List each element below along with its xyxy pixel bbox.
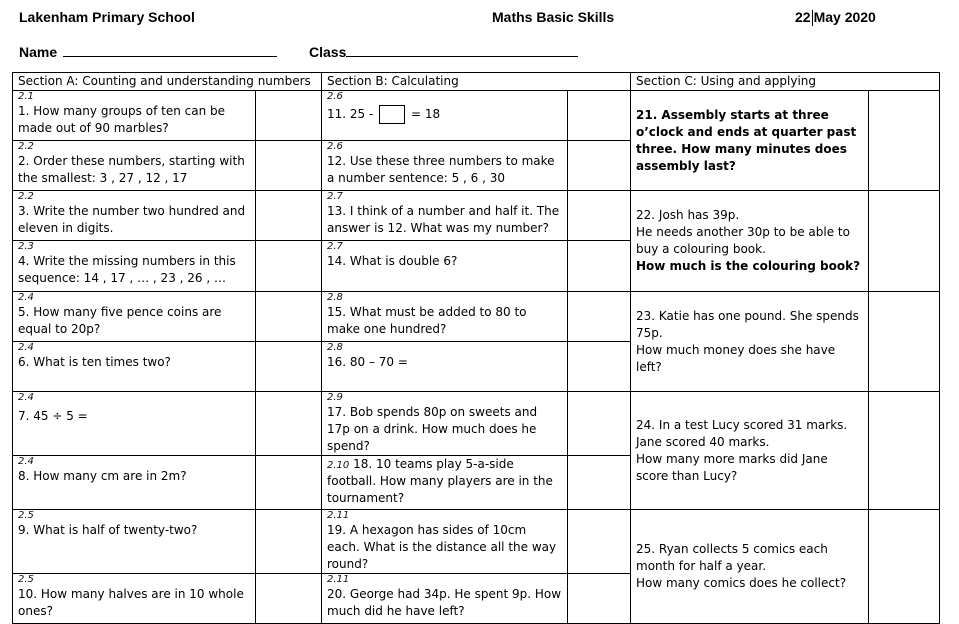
question-b15 xyxy=(322,292,568,342)
answer-box-b15[interactable] xyxy=(568,292,631,342)
curriculum-code: 2.1 xyxy=(18,91,34,102)
question-c23 xyxy=(631,292,869,392)
curriculum-code: 2.4 xyxy=(18,292,34,303)
question-text: How many comics does he collect? xyxy=(636,576,847,590)
section-b-header: Section B: Calculating xyxy=(322,73,631,91)
question-b20 xyxy=(322,574,568,624)
question-a6 xyxy=(13,342,256,392)
question-c24 xyxy=(631,392,869,510)
name-label: Name xyxy=(19,44,58,60)
question-a3 xyxy=(13,191,256,241)
question-text: 13. I think of a number and half it. The answer is 12. What was my number? xyxy=(327,204,560,235)
question-text: 11. 25 - xyxy=(327,107,374,121)
curriculum-code: 2.11 xyxy=(327,574,350,585)
question-text: 12. Use these three numbers to make a number sentence: 5 , 6 , 30 xyxy=(327,154,555,185)
curriculum-code: 2.11 xyxy=(327,510,350,521)
curriculum-code: 2.7 xyxy=(327,191,343,202)
question-text: Jane scored 40 marks. xyxy=(636,434,770,449)
answer-box-b19[interactable] xyxy=(568,510,631,574)
curriculum-code: 2.8 xyxy=(327,342,343,353)
answer-box-b20[interactable] xyxy=(568,574,631,624)
question-text: 15. What must be added to 80 to make one hundred? xyxy=(327,305,527,336)
question-a7 xyxy=(13,392,256,456)
question-a9 xyxy=(13,510,256,574)
question-text: 23. Katie has one pound. She spends 75p. xyxy=(636,308,859,340)
question-text: 22. Josh has 39p. xyxy=(636,208,740,222)
worksheet-title: Maths Basic Skills xyxy=(492,9,615,25)
question-text: 19. A hexagon has sides of 10cm each. What is the distance all the way round? xyxy=(327,523,557,571)
answer-box-b16[interactable] xyxy=(568,342,631,392)
question-text: How much is the colouring book? xyxy=(636,259,861,273)
name-field[interactable] xyxy=(19,42,277,60)
question-text: He needs another 30p to be able to buy a colouring book. xyxy=(636,225,850,256)
question-b19 xyxy=(322,510,568,574)
question-text: How much money does she have left? xyxy=(636,342,836,374)
missing-number-box[interactable] xyxy=(379,105,405,124)
question-text: 10. How many halves are in 10 whole ones? xyxy=(18,587,244,618)
section-a-header: Section A: Counting and understanding numbers xyxy=(13,73,322,91)
curriculum-code: 2.2 xyxy=(18,141,34,152)
question-text: 1. How many groups of ten can be made out of 90 marbles? xyxy=(18,104,225,135)
question-c21: 21. Assembly starts at three o’clock and ends at quarter past three. How many minutes does assembly last? xyxy=(631,91,869,191)
answer-box-a4[interactable] xyxy=(256,241,322,292)
date-rest: May 2020 xyxy=(813,9,876,25)
section-c-header: Section C: Using and applying xyxy=(631,73,940,91)
question-text: 7. 45 ÷ 5 = xyxy=(18,409,88,423)
date-day: 22 xyxy=(795,9,811,25)
question-text: 24. In a test Lucy scored 31 marks. xyxy=(636,417,848,432)
answer-box-b13[interactable] xyxy=(568,191,631,241)
question-text: 9. What is half of twenty-two? xyxy=(18,523,198,537)
question-b14 xyxy=(322,241,568,292)
answer-box-c21[interactable] xyxy=(869,91,940,191)
question-text: How many more marks did Jane score than Lucy? xyxy=(636,451,828,483)
answer-box-a1[interactable] xyxy=(256,91,322,141)
answer-box-c25[interactable] xyxy=(869,510,940,624)
question-text: 8. How many cm are in 2m? xyxy=(18,469,187,483)
question-text: 5. How many five pence coins are equal to 20p? xyxy=(18,305,222,336)
question-a1 xyxy=(13,91,256,141)
answer-box-c24[interactable] xyxy=(869,392,940,510)
answer-box-a5[interactable] xyxy=(256,292,322,342)
questions-table xyxy=(12,72,940,624)
question-b13 xyxy=(322,191,568,241)
question-text: 4. Write the missing numbers in this sequence: 14 , 17 , … , 23 , 26 , … xyxy=(18,254,236,285)
answer-box-a8[interactable] xyxy=(256,456,322,510)
answer-box-b17[interactable] xyxy=(568,392,631,456)
curriculum-code: 2.8 xyxy=(327,292,343,303)
curriculum-code: 2.5 xyxy=(18,574,34,585)
question-a10 xyxy=(13,574,256,624)
class-label: Class xyxy=(309,44,347,60)
answer-box-c22[interactable] xyxy=(869,191,940,292)
answer-box-a10[interactable] xyxy=(256,574,322,624)
question-a4 xyxy=(13,241,256,292)
question-b17 xyxy=(322,392,568,456)
question-b16 xyxy=(322,342,568,392)
answer-box-a3[interactable] xyxy=(256,191,322,241)
curriculum-code: 2.10 xyxy=(327,460,350,471)
question-text: 20. George had 34p. He spent 9p. How much did he have left? xyxy=(327,587,562,618)
curriculum-code: 2.7 xyxy=(327,241,343,252)
school-name: Lakenham Primary School xyxy=(19,9,195,25)
answer-box-a2[interactable] xyxy=(256,141,322,191)
curriculum-code: 2.6 xyxy=(327,141,343,152)
answer-box-b14[interactable] xyxy=(568,241,631,292)
answer-box-b18[interactable] xyxy=(568,456,631,510)
question-b11 xyxy=(322,91,568,141)
question-text: 14. What is double 6? xyxy=(327,254,458,268)
question-a2 xyxy=(13,141,256,191)
question-a8 xyxy=(13,456,256,510)
answer-box-b11[interactable] xyxy=(568,91,631,141)
question-a5 xyxy=(13,292,256,342)
question-text: 6. What is ten times two? xyxy=(18,355,171,369)
answer-box-c23[interactable] xyxy=(869,292,940,392)
question-c22 xyxy=(631,191,869,292)
question-b12 xyxy=(322,141,568,191)
curriculum-code: 2.6 xyxy=(327,91,343,102)
answer-box-a7[interactable] xyxy=(256,392,322,456)
curriculum-code: 2.3 xyxy=(18,241,34,252)
question-text: = 18 xyxy=(410,107,441,121)
answer-box-b12[interactable] xyxy=(568,141,631,191)
curriculum-code: 2.2 xyxy=(18,191,34,202)
question-text: 18. 10 teams play 5-a-side football. How many players are in the tournament? xyxy=(327,457,553,505)
curriculum-code: 2.9 xyxy=(327,392,343,403)
question-text: 17. Bob spends 80p on sweets and 17p on a drink. How much does he spend? xyxy=(327,405,538,453)
question-text: 3. Write the number two hundred and eleven in digits. xyxy=(18,204,246,235)
class-field[interactable] xyxy=(309,42,578,60)
curriculum-code: 2.5 xyxy=(18,510,34,521)
curriculum-code: 2.4 xyxy=(18,342,34,353)
date xyxy=(795,9,876,26)
answer-box-a9[interactable] xyxy=(256,510,322,574)
question-text: 16. 80 – 70 = xyxy=(327,355,408,369)
question-text: 25. Ryan collects 5 comics each month for half a year. xyxy=(636,542,828,573)
curriculum-code: 2.4 xyxy=(18,392,34,403)
answer-box-a6[interactable] xyxy=(256,342,322,392)
curriculum-code: 2.4 xyxy=(18,456,34,467)
question-c25 xyxy=(631,510,869,624)
question-b18 xyxy=(322,456,568,510)
question-text: 2. Order these numbers, starting with the smallest: 3 , 27 , 12 , 17 xyxy=(18,154,245,185)
